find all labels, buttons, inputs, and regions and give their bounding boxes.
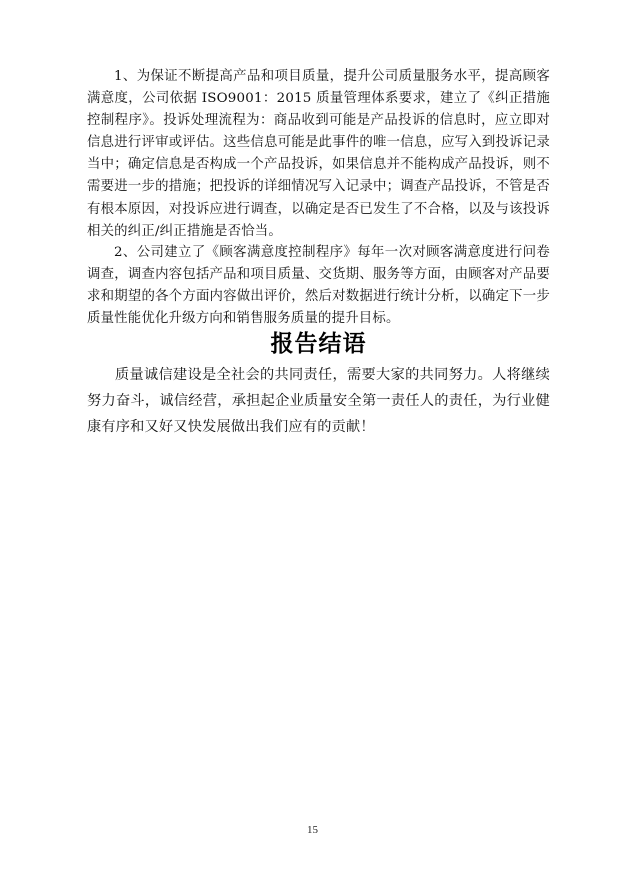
page-number: 15 — [307, 824, 318, 836]
closing-paragraph: 质量诚信建设是全社会的共同责任，需要大家的共同努力。人将继续努力奋斗，诚信经营，承担起企业质量安全第一责任人的责任，为行业健康有序和又好又快发展做出我们应有的贡献！ — [87, 367, 550, 435]
section-heading: 报告结语 — [270, 331, 367, 357]
paragraph-customer-satisfaction: 2、公司建立了《顾客满意度控制程序》每年一次对顾客满意度进行问卷调查，调查内容包括产品和项目质量、交货期、服务等方面，由顾客对产品要求和期望的各个方面内容做出评价，然后对数据进行统计分析，以确定下一步质量性能优化升级方向和销售服务质量的提升目标。 — [87, 245, 550, 327]
paragraph-corrective-action: 1、为保证不断提高产品和项目质量，提升公司质量服务水平，提高顾客满意度，公司依据 ISO9001：2015 质量管理体系要求，建立了《纠正措施控制程序》。投诉处理流程为：商品收到可能是产品投诉的信息时，应立即对信息进行评审或评估。这些信息可能是此事件的唯一信息，应写入到投诉记录当中；确定信息是否构成一个产品投诉，如果信息并不能构成产品投诉，则不需要进一步的措施；把投诉的详细情况写入记录中；调查产品投诉，不管是否有根本原因，对投诉应进行调查，以确定是否已发生了不合格，以及与该投诉相关的纠正/纠正措施是否恰当。 — [87, 69, 550, 239]
